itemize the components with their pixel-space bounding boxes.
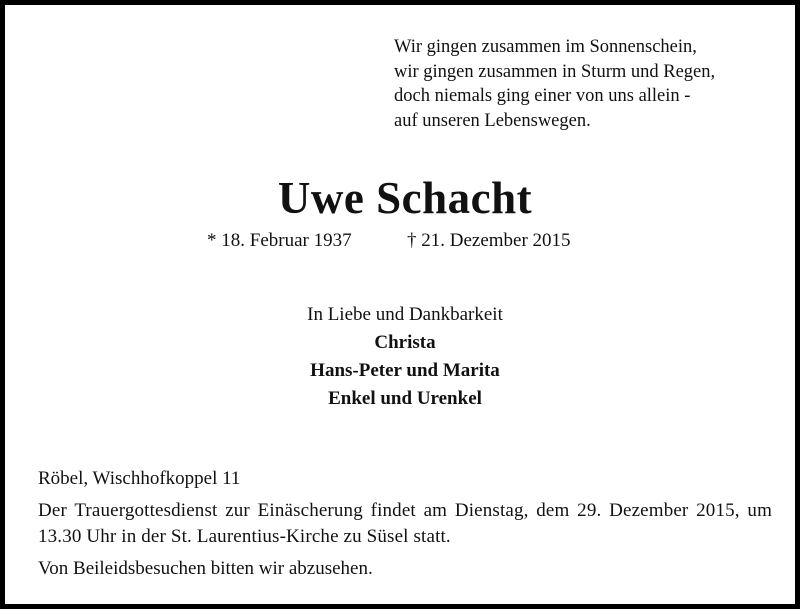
poem-line: auf unseren Lebenswegen.	[394, 110, 591, 131]
birth-date: * 18. Februar 1937	[207, 230, 352, 251]
deceased-name: Uwe Schacht	[277, 173, 533, 223]
family-address: Röbel, Wischhofkoppel 11	[38, 468, 241, 489]
poem-line: doch niemals ging einer von uns allein -	[394, 86, 691, 106]
poem-line: Wir gingen zusammen im Sonnenschein,	[394, 37, 697, 57]
death-date: † 21. Dezember 2015	[407, 230, 571, 251]
mourner-name: Hans-Peter und Marita	[310, 360, 500, 381]
mourners-intro: In Liebe und Dankbarkeit	[307, 304, 503, 325]
mourner-name: Enkel und Urenkel	[328, 388, 482, 409]
condolence-note: Von Beileidsbesuchen bitten wir abzusehen.	[38, 558, 373, 579]
poem-line: wir gingen zusammen in Sturm und Regen,	[394, 61, 716, 82]
mourner-name: Christa	[374, 332, 436, 353]
mourners-block	[5, 301, 800, 413]
funeral-service-info: Der Trauergottesdienst zur Einäscherung findet am Dienstag, dem 29. Dezember 2015, um 13.30 Uhr in der St. Laurentius-Kirche zu Süsel statt.	[38, 500, 772, 547]
memorial-poem	[394, 35, 715, 133]
